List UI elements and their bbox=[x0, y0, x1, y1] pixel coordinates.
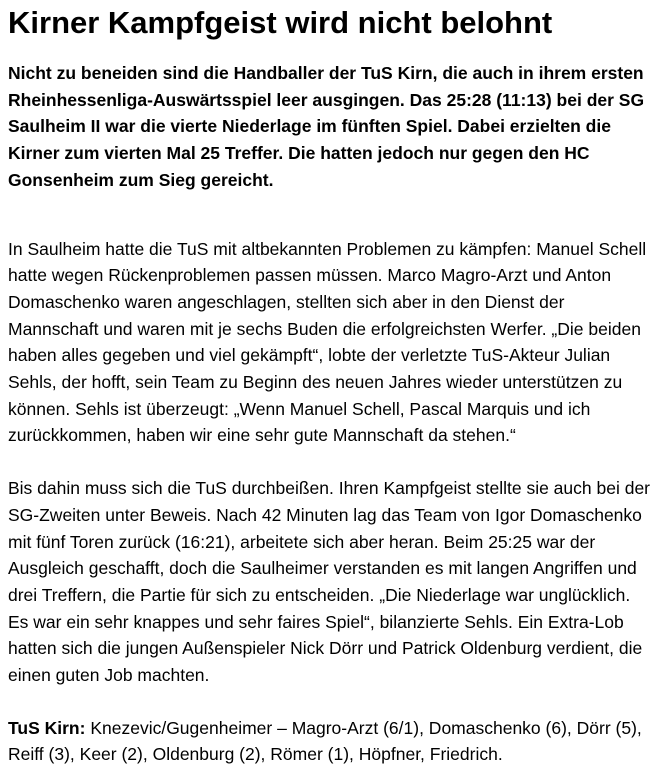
article-paragraph-2: Bis dahin muss sich die TuS durchbeißen. Ihren Kampfgeist stellte sie auch bei der SG-Zweiten unter Beweis. Nach 42 Minuten lag das Team von Igor Domaschenko mit fünf Toren zurück (16:21), arbeitete sich aber heran. Beim 25:25 war der Ausgleich geschafft, doch die Saulheimer verstanden es mit langen Angriffen und drei Treffern, die Partie für sich zu entscheiden. „Die Niederlage war unglücklich. Es war ein sehr knappes und sehr faires Spiel“, bilanzierte Sehls. Ein Extra-Lob hatten sich die jungen Außenspieler Nick Dörr und Patrick Oldenburg verdient, die einen guten Job machten. bbox=[8, 478, 651, 686]
news-article bbox=[8, 4, 653, 768]
article-paragraph-1: In Saulheim hatte die TuS mit altbekannten Problemen zu kämpfen: Manuel Schell hatte wegen Rückenproblemen passen müssen. Marco Magro-Arzt und Anton Domaschenko waren angeschlagen, stellten sich aber in den Dienst der Mannschaft und waren mit je sechs Buden die erfolgreichsten Werfer. „Die beiden haben alles gegeben und viel gekämpft“, lobte der verletzte TuS-Akteur Julian Sehls, der hofft, sein Team zu Beginn des neuen Jahres wieder unterstützen zu können. Sehls ist überzeugt: „Wenn Manuel Schell, Pascal Marquis und ich zurückkommen, haben wir eine sehr gute Mannschaft da stehen.“ bbox=[8, 238, 647, 446]
roster-players-list: Knezevic/Gugenheimer – Magro-Arzt (6/1), Domaschenko (6), Dörr (5), Reiff (3), Keer (2), Oldenburg (2), Römer (1), Höpfner, Friedrich. bbox=[8, 717, 642, 765]
article-lead-paragraph: Nicht zu beneiden sind die Handballer der TuS Kirn, die auch in ihrem ersten Rheinhessenliga-Auswärtsspiel leer ausgingen. Das 25:28 (11:13) bei der SG Saulheim II war die vierte Niederlage im fünften Spiel. Dabei erzielten die Kirner zum vierten Mal 25 Treffer. Die hatten jedoch nur gegen den HC Gonsenheim zum Sieg gereicht. bbox=[8, 63, 645, 190]
article-headline: Kirner Kampfgeist wird nicht belohnt bbox=[8, 5, 553, 40]
article-roster-paragraph bbox=[8, 715, 653, 768]
roster-team-label: TuS Kirn: bbox=[8, 717, 86, 738]
